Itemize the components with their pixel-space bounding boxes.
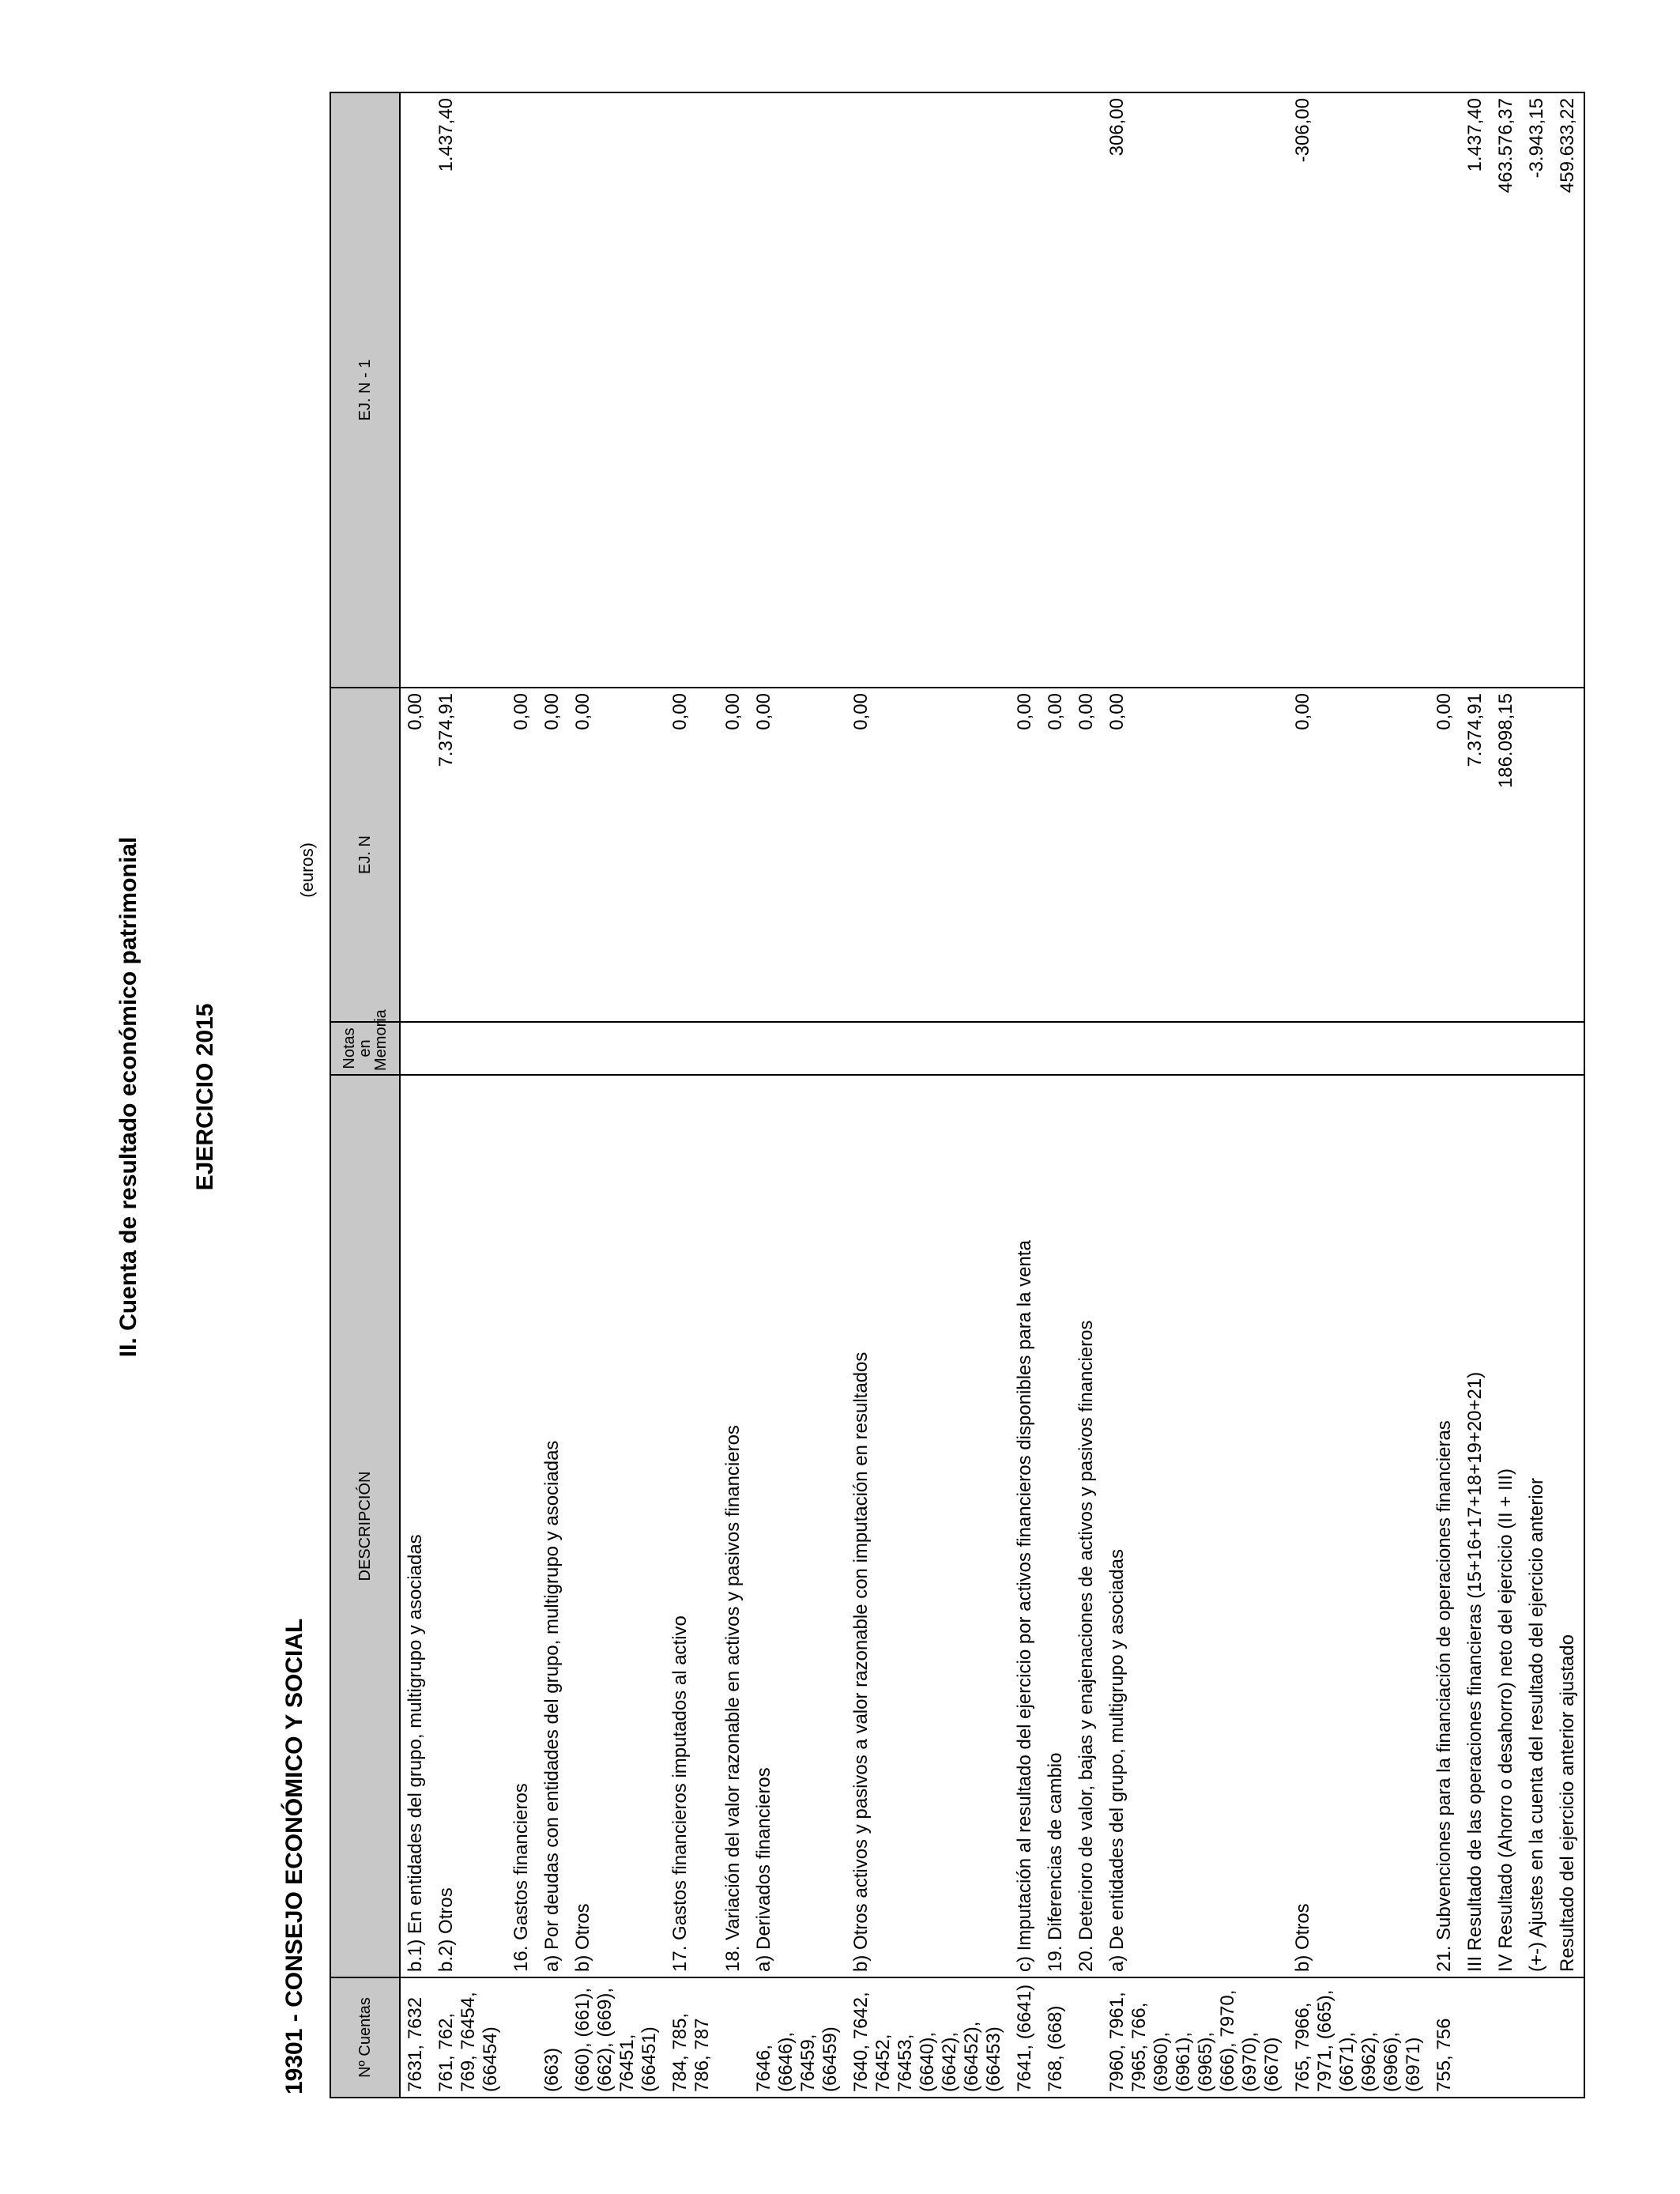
description-cell: c) Imputación al resultado del ejercicio por activos financieros disponibles para la venta [1010, 1075, 1041, 1977]
ej-n-value: 0,00 [568, 688, 665, 1022]
notes-cell [1288, 1022, 1430, 1075]
ej-n-1-value [718, 92, 749, 688]
ej-n-1-value [749, 92, 846, 688]
accounts-cell [1491, 1977, 1522, 2098]
description-cell: 19. Diferencias de cambio [1041, 1075, 1072, 1977]
notes-cell [1460, 1022, 1491, 1075]
ej-n-value: 0,00 [1102, 688, 1288, 1022]
accounts-cell: 755, 756 [1430, 1977, 1460, 2098]
table-row [1460, 92, 1491, 2098]
ej-n-1-value [537, 92, 568, 688]
ej-n-value: 0,00 [846, 688, 1010, 1022]
description-cell: b.1) En entidades del grupo, multigrupo y asociadas [400, 1075, 431, 1977]
description-cell: 16. Gastos financieros [507, 1075, 537, 1977]
ej-n-1-value [846, 92, 1010, 688]
notes-cell [1102, 1022, 1288, 1075]
ej-n-value [1553, 688, 1584, 1022]
header-notes [330, 1009, 400, 1075]
accounts-cell: 7641, (6641) [1010, 1977, 1041, 2098]
ej-n-value: 7.374,91 [1460, 688, 1491, 1022]
table-row [537, 92, 568, 2098]
accounts-cell: 768, (668) [1041, 1977, 1072, 2098]
ej-n-value: 7.374,91 [431, 688, 507, 1022]
ej-n-value: 0,00 [1288, 688, 1430, 1022]
description-cell: 17. Gastos financieros imputados al activo [665, 1075, 718, 1977]
accounts-cell: 784, 785, 786, 787 [665, 1977, 718, 2098]
ej-n-value: 0,00 [749, 688, 846, 1022]
ej-n-1-value [400, 92, 431, 688]
description-cell: IV Resultado (Ahorro o desahorro) neto del ejercicio (II + III) [1491, 1075, 1522, 1977]
notes-cell [431, 1022, 507, 1075]
accounts-cell: (660), (661), (662), (669), 76451, (66451) [568, 1977, 665, 2098]
table-row [1553, 92, 1584, 2098]
table-row [431, 92, 507, 2098]
description-cell: a) Por deudas con entidades del grupo, multigrupo y asociadas [537, 1075, 568, 1977]
accounts-cell: 7646, (6646), 76459, (66459) [749, 1977, 846, 2098]
accounts-cell: 7960, 7961, 7965, 766, (6960), (6961), (6965), (666), 7970, (6970), (6670) [1102, 1977, 1288, 2098]
description-cell: a) Derivados financieros [749, 1075, 846, 1977]
description-cell: a) De entidades del grupo, multigrupo y asociadas [1102, 1075, 1288, 1977]
accounts-cell [718, 1977, 749, 2098]
accounts-cell [1553, 1977, 1584, 2098]
results-table [330, 92, 1585, 2098]
header-notes-line1: Notas en [341, 1027, 374, 1069]
description-cell: (+-) Ajustes en la cuenta del resultado del ejercicio anterior [1522, 1075, 1553, 1977]
entity-title: 19301 - CONSEJO ECONÓMICO Y SOCIAL [281, 1618, 307, 2094]
notes-cell [1553, 1022, 1584, 1075]
table-row [507, 92, 537, 2098]
accounts-cell: 7631, 7632 [400, 1977, 431, 2098]
notes-cell [400, 1022, 431, 1075]
header-description: DESCRIPCIÓN [330, 1075, 400, 1977]
table-row [846, 92, 1010, 2098]
notes-cell [507, 1022, 537, 1075]
ej-n-1-value: 1.437,40 [1460, 92, 1491, 688]
header-ej-n: EJ. N [330, 688, 400, 1022]
ej-n-value: 0,00 [665, 688, 718, 1022]
table-row [1288, 92, 1430, 2098]
ej-n-value: 0,00 [400, 688, 431, 1022]
table-row [1072, 92, 1102, 2098]
description-cell: b.2) Otros [431, 1075, 507, 1977]
ej-n-value: 0,00 [718, 688, 749, 1022]
notes-cell [718, 1022, 749, 1075]
description-cell: 21. Subvenciones para la financiación de operaciones financieras [1430, 1075, 1460, 1977]
notes-cell [537, 1022, 568, 1075]
accounts-cell: (663) [537, 1977, 568, 2098]
table-row [749, 92, 846, 2098]
ej-n-value: 0,00 [507, 688, 537, 1022]
table-header-row [330, 92, 400, 2098]
notes-cell [1522, 1022, 1553, 1075]
ej-n-value: 0,00 [1430, 688, 1460, 1022]
ej-n-value: 0,00 [1010, 688, 1041, 1022]
table-row [568, 92, 665, 2098]
ej-n-1-value: -3.943,15 [1522, 92, 1553, 688]
ej-n-1-value [1010, 92, 1041, 688]
report-title: II. Cuenta de resultado económico patrimonial [115, 836, 141, 1358]
ej-n-1-value: 459.633,22 [1553, 92, 1584, 688]
notes-cell [1041, 1022, 1072, 1075]
table-row [718, 92, 749, 2098]
ej-n-value [1522, 688, 1553, 1022]
accounts-cell: 765, 7966, 7971, (665), (6671), (6962), (6966), (6971) [1288, 1977, 1430, 2098]
notes-cell [846, 1022, 1010, 1075]
header-notes-line2: Memoria [372, 1009, 390, 1071]
accounts-cell: 761, 762, 769, 76454, (66454) [431, 1977, 507, 2098]
table-row [1010, 92, 1041, 2098]
description-cell: b) Otros [568, 1075, 665, 1977]
description-cell: 20. Deterioro de valor, bajas y enajenaciones de activos y pasivos financieros [1072, 1075, 1102, 1977]
notes-cell [1430, 1022, 1460, 1075]
ej-n-value: 186.098,15 [1491, 688, 1522, 1022]
accounts-cell: 7640, 7642, 76452, 76453, (6640), (6642), (66452), (66453) [846, 1977, 1010, 2098]
notes-cell [1010, 1022, 1041, 1075]
table-row [1041, 92, 1072, 2098]
ej-n-1-value [1041, 92, 1072, 688]
description-cell: b) Otros [1288, 1075, 1430, 1977]
notes-cell [665, 1022, 718, 1075]
ej-n-1-value [568, 92, 665, 688]
accounts-cell [1072, 1977, 1102, 2098]
notes-cell [568, 1022, 665, 1075]
ej-n-value: 0,00 [1072, 688, 1102, 1022]
table-row [1102, 92, 1288, 2098]
notes-cell [749, 1022, 846, 1075]
table-row [1430, 92, 1460, 2098]
ej-n-1-value: 463.576,37 [1491, 92, 1522, 688]
ej-n-1-value: 306,00 [1102, 92, 1288, 688]
notes-cell [1491, 1022, 1522, 1075]
notes-cell [1072, 1022, 1102, 1075]
currency-units: (euros) [297, 843, 317, 898]
ej-n-1-value [1072, 92, 1102, 688]
description-cell: Resultado del ejercicio anterior ajustado [1553, 1075, 1584, 1977]
description-cell: 18. Variación del valor razonable en activos y pasivos financieros [718, 1075, 749, 1977]
accounts-cell [1460, 1977, 1491, 2098]
ej-n-1-value [665, 92, 718, 688]
ej-n-1-value: 1.437,40 [431, 92, 507, 688]
header-ej-n-1: EJ. N - 1 [330, 92, 400, 688]
ej-n-value: 0,00 [537, 688, 568, 1022]
fiscal-year-title: EJERCICIO 2015 [192, 1003, 218, 1191]
table-row [1491, 92, 1522, 2098]
header-accounts: Nº Cuentas [330, 1977, 400, 2098]
table-row [400, 92, 431, 2098]
ej-n-1-value: -306,00 [1288, 92, 1430, 688]
table-row [665, 92, 718, 2098]
accounts-cell [1522, 1977, 1553, 2098]
ej-n-value: 0,00 [1041, 688, 1072, 1022]
table-row [1522, 92, 1553, 2098]
description-cell: III Resultado de las operaciones financieras (15+16+17+18+19+20+21) [1460, 1075, 1491, 1977]
ej-n-1-value [1430, 92, 1460, 688]
accounts-cell [507, 1977, 537, 2098]
description-cell: b) Otros activos y pasivos a valor razonable con imputación en resultados [846, 1075, 1010, 1977]
ej-n-1-value [507, 92, 537, 688]
